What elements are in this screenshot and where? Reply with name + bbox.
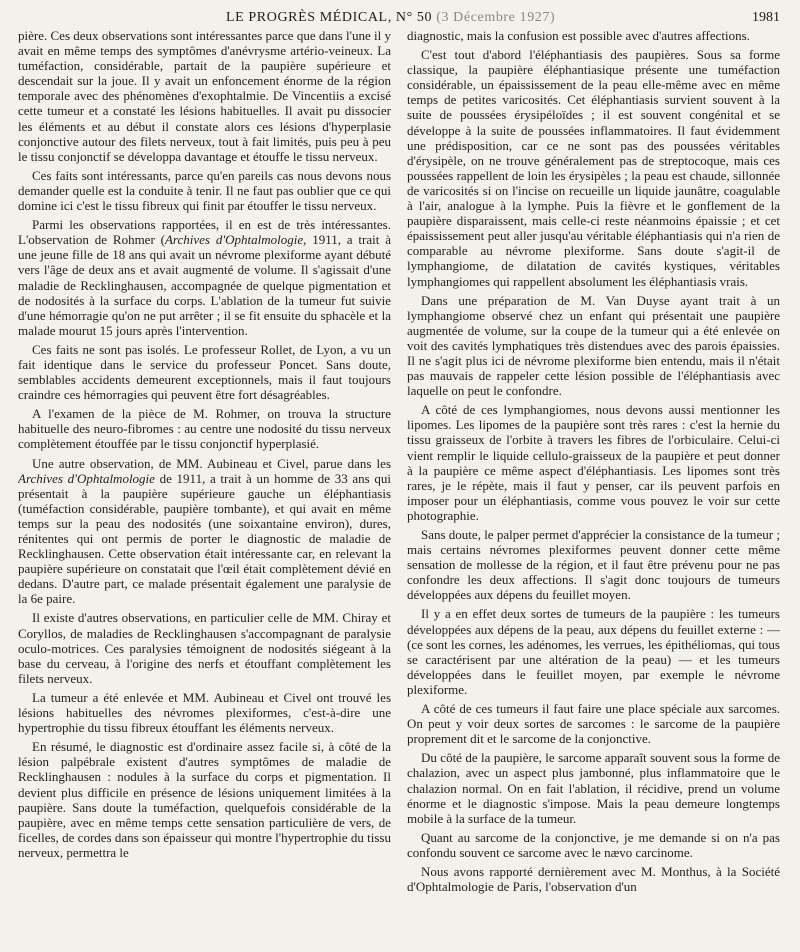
paragraph [18, 690, 391, 735]
paragraph-text: A côté de ces tumeurs il faut faire une place spéciale aux sarcomes. On peut y voir deux sortes de sarcomes : le sarcome de la paupière proprement dit et le sarcome de la conjonctive. [407, 701, 780, 747]
paragraph-text: pière. Ces deux observations sont intéressantes parce que dans l'une il y avait en même temps des symptômes d'anévrysme artério-veineux. La tuméfaction, considérable, partait de la paupière supérieure et descendait sur la joue. Il y avait un enfoncement énorme de la région temporale avec des phénomènes d'exophtalmie. De Vincentiis a excisé cette tumeur et a constaté les lésions habituelles. Il avait pu dissocier les éléments et au début il constate alors ces lésions d'hyperplasie conjonctive autour des filets nerveux, tout à fait limités, puis peu à peu le tissu conjonctif se développa davantage et étouffe le tissu nerveux. [18, 28, 391, 164]
paragraph [407, 293, 780, 399]
issue-date: (3 Décembre 1927) [436, 10, 556, 25]
page-number: 1981 [752, 10, 780, 25]
paragraph-text: En résumé, le diagnostic est d'ordinaire assez facile si, à côté de la lésion palpébrale existent d'autres symptômes de maladie de Recklinghausen : nodules à la surface du corps et pigmentation. Il devient plus difficile en présence de lésions uniquement limitées à la paupière. Sans doute la tuméfaction, quelquefois considérable de la paupière, avec en même temps cette sensation particulière de vers, de ficelles, de cordes dans son épaisseur qui montre l'hypertrophie du tissu nerveux, permettra le [18, 739, 391, 860]
paragraph [407, 864, 780, 894]
running-head [18, 6, 780, 28]
paragraph [18, 406, 391, 451]
paragraph [18, 342, 391, 402]
paragraph [407, 28, 780, 43]
paragraph-text: , 1911, a trait à une jeune fille de 18 ans qui avait un névrome plexiforme ayant débuté vers l'âge de deux ans et avait augmenté de volume. Il s'agissait d'une maladie de Recklinghausen, accompagnée de quelque pigmentation et de nodosités à la surface du corps. L'ablation de la tumeur fut suivie d'une hémorragie qu'on ne put arrêter ; il se fit ensuite du sphacèle et la malade mourut 15 jours après l'intervention. [18, 232, 391, 338]
paragraph-text: C'est tout d'abord l'éléphantiasis des paupières. Sous sa forme classique, la paupière éléphantiasique présente une tuméfaction considérable, un épaississement de la peau elle-même avec en même temps de petites varicosités. Cet éléphantiasis survient souvent à la suite de poussées érysipéloïdes ; il est souvent congénital et se développe à la suite de poussées inflammatoires. Il faut évidemment une prédisposition, car ce ne sont pas des poussées véritables d'érysipèle, on ne trouve généralement pas de streptocoque, mais ces poussées rappellent de loin les érysipèles ; la peau est chaude, sillonnée de varicosités si on l'incise on recueille un liquide jaunâtre, coagulable à l'air, analogue à la lymphe. Puis la fièvre et le gonflement de la paupière disparaissent, mais celle-ci reste néanmoins épaissie ; et cet épaississement peut aller jusqu'au véritable éléphantiasis qui n'a rien de comparable au névrome plexiforme. Sans doute s'agit-il de lymphangiome, de dilatation de cavités kystiques, véritables lymphangiomes qui rappellent absolument les éléphantiasis vrais. [407, 47, 780, 289]
paragraph-text: A côté de ces lymphangiomes, nous devons aussi mentionner les lipomes. Les lipomes de la paupière sont très rares : c'est la hernie du tissu graisseux de l'orbite à travers les fibres de l'orbiculaire. Celui-ci vient remplir le liquide cellulo-graisseux de la paupière et peut donner à la paupière ce même aspect d'éléphantiasis. Les lipomes sont très rares, je le répète, mais il faut y penser, car ils peuvent parfois en imposer pour un éléphantiasis, comme vous pouvez le voir sur cette photographie. [407, 402, 780, 523]
paragraph [407, 47, 780, 289]
paragraph [18, 739, 391, 860]
paragraph [407, 750, 780, 825]
paragraph-text: de 1911, a trait à un homme de 33 ans qui présentait à la paupière supérieure gauche un éléphantiasis (tuméfaction considérable, paupière tombante), et qui avait en même temps sur la peau des nodosités (une soixantaine environ), dures, rénitentes qui ont permis de porter le diagnostic de maladie de Recklinghausen. Cette observation était intéressante car, en relevant la paupière supérieure on constatait que l'œil était complètement dévié en dedans. D'autre part, ce malade présentait également une paralysie de la 6e paire. [18, 470, 391, 607]
paragraph [18, 168, 391, 213]
paragraph-text: diagnostic, mais la confusion est possible avec d'autres affections. [407, 28, 750, 43]
paragraph-text: Dans une préparation de M. Van Duyse ayant trait à un lymphangiome observé chez un enfant qui présentait une paupière augmentée de volume, sur la coupe de la tumeur qui a été enlevée on voit des cavités lymphatiques très distendues avec des parois épaissies. Il ne s'agit plus ici de névrome plexiforme bien entendu, mais il n'était pas mauvais de rappeler cette lésion possible de l'éléphantiasis avec laquelle on peut le confondre. [407, 292, 780, 399]
paragraph-text: La tumeur a été enlevée et MM. Aubineau et Civel ont trouvé les lésions habituelles des névromes plexiformes, c'est-à-dire une hypertrophie du tissu fibreux étouffant les éléments nerveux. [18, 689, 391, 736]
paragraph-text: Du côté de la paupière, le sarcome apparaît souvent sous la forme de chalazion, avec un aspect plus jambonné, plus inflammatoire que le chalazion normal. On en fait l'ablation, il récidive, prend un volume énorme et le diagnostic s'impose. Mais la peau demeure longtemps mobile à la surface de la tumeur. [407, 750, 780, 826]
paragraph-text: Ces faits sont intéressants, parce qu'en pareils cas nous devons nous demander quelle est la conduite à tenir. Il ne faut pas oublier que ce qui domine ici c'est le tissu fibreux qui finit par étouffer le tissu nerveux. [18, 167, 391, 214]
paragraph-text: Il existe d'autres observations, en particulier celle de MM. Chiray et Coryllos, de maladies de Recklinghausen s'accompagnant de paralysie oculo-motrices. Ces paralysies témoignent de nodosités siégeant à la base du cerveau, à l'origine des nerfs et étouffant complètement les filets nerveux. [18, 610, 391, 686]
paragraph [18, 28, 391, 164]
paragraph [18, 610, 391, 685]
cited-title: Archives d'Ophtalmologie [18, 470, 155, 486]
journal-name: LE PROGRÈS MÉDICAL, N° 50 [226, 10, 433, 25]
paragraph [18, 456, 391, 607]
paragraph [407, 606, 780, 697]
paragraph-text: Sans doute, le palper permet d'apprécier la consistance de la tumeur ; mais certains névromes plexiformes peuvent donner cette même sensation de mollesse de la région, et il faut être prévenu pour ne pas confondre les deux affections. Il s'agit donc toujours de tumeurs développées aux dépens du feuillet moyen. [407, 527, 780, 603]
paragraph-text: Il y a en effet deux sortes de tumeurs de la paupière : les tumeurs développées aux dépens de la peau, aux dépens du feuillet externe : — (ce sont les cornes, les adénomes, les verrues, les épithéliomas, qui tous se caractérisent par une altération de la peau) — et les tumeurs développées dans le feuillet moyen, par exemple le névrome plexiforme. [407, 606, 780, 697]
paragraph-text: Quant au sarcome de la conjonctive, je me demande si on n'a pas confondu souvent ce sarcome avec le nævo carcinome. [407, 829, 780, 860]
paragraph-text: Nous avons rapporté dernièrement avec M. Monthus, à la Société d'Ophtalmologie de Paris, l'observation d'un [407, 863, 780, 895]
left-column [18, 28, 391, 940]
paragraph [407, 701, 780, 746]
paragraph [18, 217, 391, 338]
paragraph [407, 527, 780, 602]
paragraph-text: Parmi les observations rapportées, il en est de très intéressantes. L'observation de Rohmer ( [18, 217, 391, 248]
paragraph [407, 830, 780, 860]
paragraph-text: Ces faits ne sont pas isolés. Le professeur Rollet, de Lyon, a vu un fait identique dans le service du professeur Poncet. Sans doute, semblables accidents demeurent exceptionnels, mais il faut toujours craindre ces hémorragies qui peuvent être fort désagréables. [18, 341, 391, 403]
cited-title: Archives d'Ophtalmologie [164, 232, 304, 248]
paragraph-text: Une autre observation, de MM. Aubineau et Civel, parue dans les [32, 455, 391, 471]
paragraph-text: A l'examen de la pièce de M. Rohmer, on trouva la structure habituelle des neuro-fibromes : au centre une nodosité du tissu nerveux complètement étouffée par le tissu conjonctif hyperplasié. [18, 406, 391, 452]
right-column [407, 28, 780, 940]
journal-title [226, 10, 555, 26]
article-body [18, 28, 780, 940]
paragraph [407, 402, 780, 523]
